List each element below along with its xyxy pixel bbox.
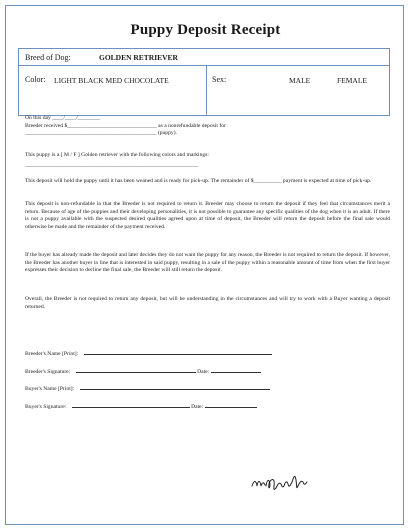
breeder-signature-row — [25, 366, 261, 375]
buyer-paragraph-block — [25, 252, 390, 275]
breeder-signature-label: Breeder's Signature: — [25, 369, 71, 375]
sex-male-option: MALE — [289, 75, 311, 85]
header-divider-vertical — [206, 65, 207, 115]
breeder-name-label: Breeder's Name [Print]: — [25, 351, 79, 357]
received-line: Breeder received $________________________________ as a nonrefundable deposit for — [25, 122, 226, 129]
header-table — [18, 48, 390, 116]
markings-line: This puppy is a [ M / F ] Golden retriever with the following colors and markings: — [25, 152, 209, 158]
breeder-date-field[interactable] — [211, 366, 261, 373]
buyer-name-label: Buyer's Name [Print]: — [25, 386, 75, 392]
sex-label: Sex: — [212, 75, 227, 84]
buyer-name-field[interactable] — [80, 383, 270, 390]
overall-paragraph: Overall, the Breeder is not required to return any deposit, but will be understanding in the circumstances and will try to work with a Buyer wanting a deposit returned. — [25, 296, 390, 310]
sex-female-option: FEMALE — [337, 75, 367, 85]
buyer-date-field[interactable] — [205, 401, 257, 408]
puppy-line: _______________________________________________ (puppy). — [25, 130, 177, 137]
nonrefundable-paragraph: This deposit is non-refundable in that the Breeder is not required to return it. Breeder may choose to return the deposit if they feel that circumstances merit a return. Because of age of the puppies and their developing personalities, it is not possible to guarantee any specific qualities of the dog when it is an adult. If there is not a puppy available with the suspected desired qualities agreed upon at time of deposit, the Breeder will return the deposit before the final sale would otherwise be made and the remainder of the payment received. — [25, 201, 390, 230]
signature-graphic — [250, 466, 312, 496]
handwritten-signature — [250, 466, 312, 501]
breed-label: Breed of Dog: — [25, 53, 71, 62]
markings-block — [25, 152, 390, 169]
buyer-paragraph: If the buyer has already made the deposit and later decides they do not want the puppy for any reason, the Breeder is not required to return the deposit. If however, the Breeder has another buyer in line that is interested in said puppy, resulting in a sale of the puppy within a reasonable amount of time from when the first buyer expresses their decision to decline the final sale, the Breeder will still return the deposit. — [25, 252, 390, 274]
buyer-date-label: Date: — [191, 404, 204, 410]
buyer-name-row — [25, 383, 270, 392]
page-title: Puppy Deposit Receipt — [130, 22, 281, 38]
buyer-signature-row — [25, 401, 257, 410]
overall-paragraph-block — [25, 296, 390, 311]
breed-value: GOLDEN RETRIEVER — [99, 53, 178, 62]
breeder-name-field[interactable] — [84, 348, 272, 355]
hold-paragraph-block — [25, 178, 390, 186]
breeder-name-row — [25, 348, 272, 357]
color-label: Color: — [25, 75, 46, 84]
buyer-signature-field[interactable] — [72, 401, 190, 408]
intro-block — [25, 115, 390, 138]
nonrefundable-paragraph-block — [25, 201, 390, 231]
header-divider-horizontal — [19, 65, 389, 66]
markings-blank-line: ______________________________________________________________ — [25, 161, 199, 168]
buyer-signature-label: Buyer's Signature: — [25, 404, 67, 410]
color-options: LIGHT BLACK MED CHOCOLATE — [54, 75, 169, 85]
breeder-date-label: Date: — [197, 369, 210, 375]
breeder-signature-field[interactable] — [76, 366, 196, 373]
date-line: On this day ____/____/________ — [25, 115, 101, 121]
hold-paragraph: This deposit will hold the puppy until it has been weaned and is ready for pick-up. The remainder of $__________ payment is expected at time of pick-up. — [25, 178, 372, 184]
